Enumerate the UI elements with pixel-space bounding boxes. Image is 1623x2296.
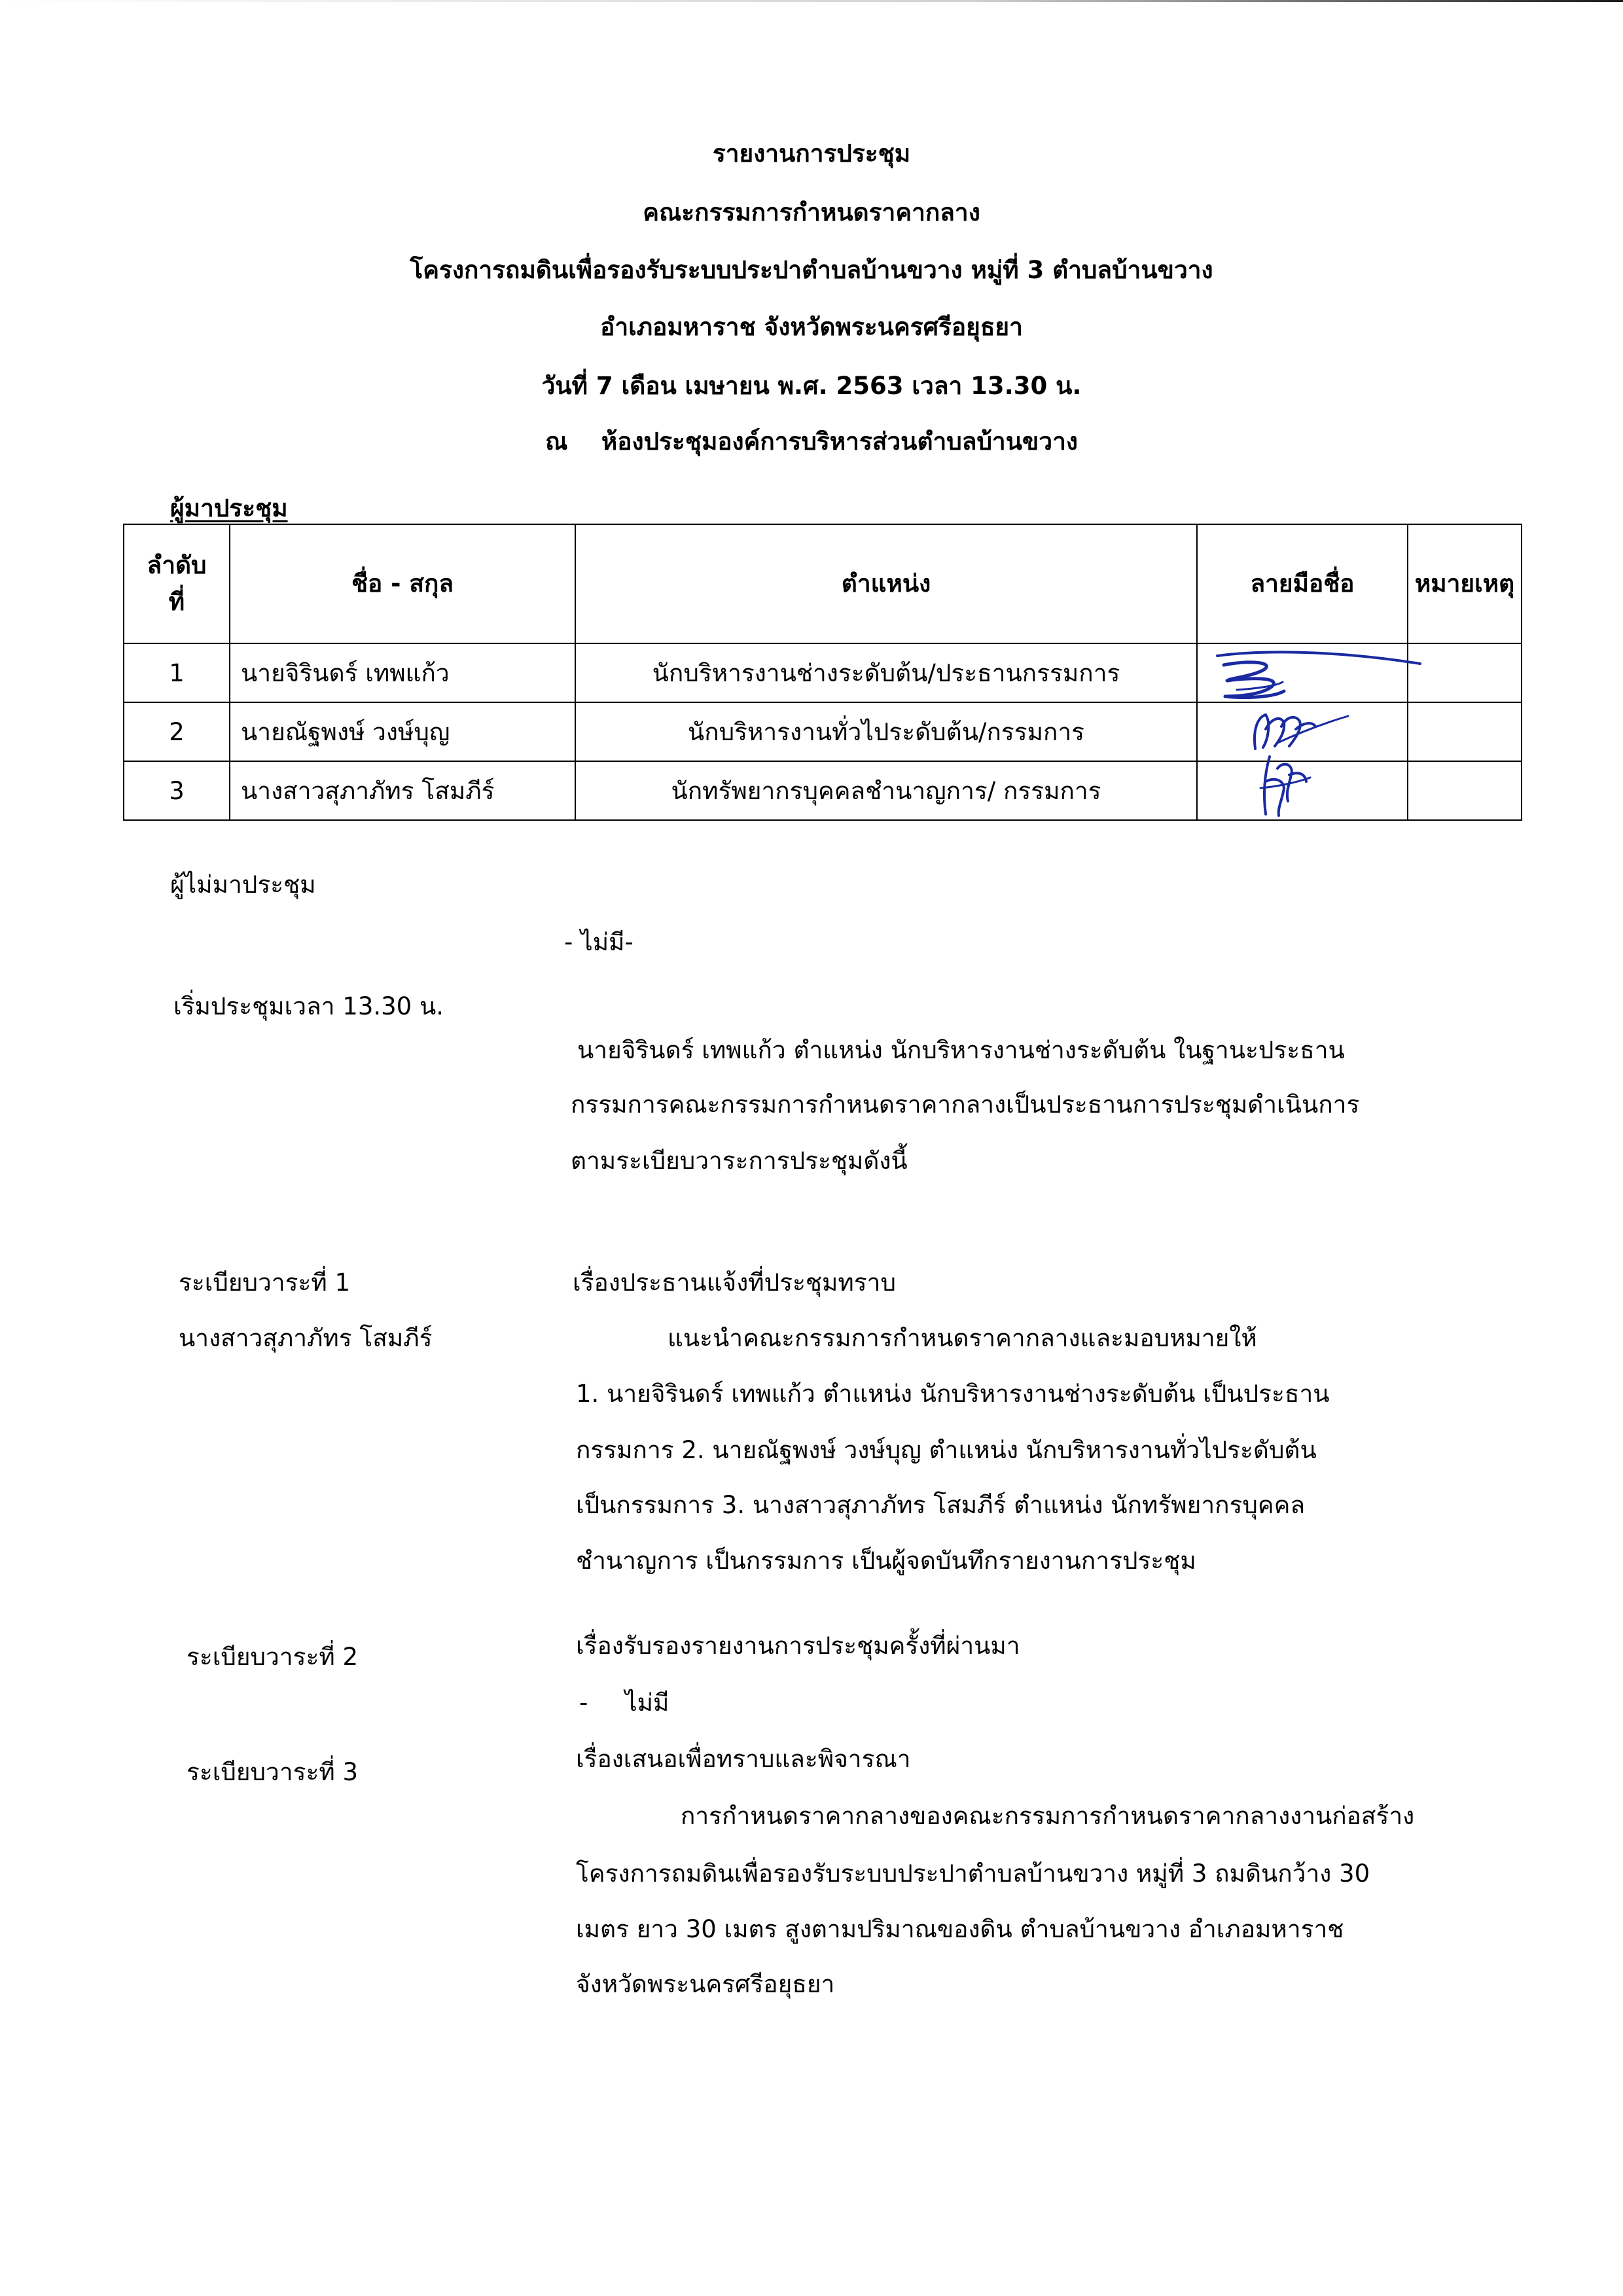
row-no: 3 [124, 761, 230, 820]
agenda3-text-line: เมตร ยาว 30 เมตร สูงตามปริมาณของดิน ตำบลบ้านขวาง อำเภอมหาราช [576, 1915, 1344, 1943]
row-no: 1 [124, 643, 230, 702]
start-time-label: เริ่มประชุมเวลา 13.30 น. [173, 992, 444, 1020]
col-header-signature: ลายมือชื่อ [1197, 524, 1408, 643]
agenda1-title: เรื่องประธานแจ้งที่ประชุมทราบ [573, 1268, 896, 1297]
attendees-table [123, 524, 1522, 821]
scan-edge-line [0, 0, 1623, 5]
row-signature [1197, 761, 1408, 820]
col-header-no [124, 524, 230, 643]
handwritten-signature-1 [1198, 644, 1427, 703]
table-row [124, 702, 1522, 761]
report-title: รายงานการประชุม [712, 139, 911, 168]
col-header-name: ชื่อ - สกุล [230, 524, 575, 643]
agenda1-text-line: เป็นกรรมการ 3. นางสาวสุภาภัทร โสมภีร์ ตำแหน่ง นักทรัพยากรบุคคล [576, 1491, 1306, 1519]
start-text-line: กรรมการคณะกรรมการกำหนดราคากลางเป็นประธานการประชุมดำเนินการ [571, 1090, 1360, 1119]
handwritten-signature-2 [1198, 703, 1427, 762]
agenda2-label: ระเบียบวาระที่ 2 [187, 1643, 359, 1671]
col-header-no-line1: ลำดับ [147, 551, 207, 579]
meeting-place [0, 422, 1623, 461]
handwritten-signature-3 [1198, 762, 1427, 821]
agenda3-label: ระเบียบวาระที่ 3 [187, 1758, 359, 1786]
agenda1-speaker: นางสาวสุภาภัทร โสมภีร์ [179, 1324, 433, 1352]
col-header-remark: หมายเหตุ [1408, 524, 1522, 643]
agenda1-text-line: ชำนาญการ เป็นกรรมการ เป็นผู้จดบันทึกรายงานการประชุม [576, 1547, 1196, 1575]
row-name: นายจิรินดร์ เทพแก้ว [230, 643, 575, 702]
attendees-heading: ผู้มาประชุม [170, 494, 288, 522]
place-prefix: ณ [545, 427, 568, 456]
table-row [124, 761, 1522, 820]
agenda2-value: ไม่มี [625, 1689, 669, 1717]
meeting-date: วันที่ 7 เดือน เมษายน พ.ศ. 2563 เวลา 13.30 น. [541, 372, 1082, 400]
table-row [124, 643, 1522, 702]
agenda3-title: เรื่องเสนอเพื่อทราบและพิจารณา [576, 1745, 911, 1773]
location-title: อำเภอมหาราช จังหวัดพระนครศรีอยุธยา [600, 313, 1023, 341]
agenda3-text-line: โครงการถมดินเพื่อรองรับระบบประปาตำบลบ้านขวาง หมู่ที่ 3 ถมดินกว้าง 30 [576, 1859, 1370, 1888]
row-no: 2 [124, 702, 230, 761]
committee-title: คณะกรรมการกำหนดราคากลาง [643, 198, 980, 226]
agenda1-label: ระเบียบวาระที่ 1 [179, 1268, 351, 1297]
start-text-line: นายจิรินดร์ เทพแก้ว ตำแหน่ง นักบริหารงานช่างระดับต้น ในฐานะประธาน [577, 1036, 1345, 1064]
row-position: นักบริหารงานทั่วไประดับต้น/กรรมการ [575, 702, 1197, 761]
row-signature [1197, 643, 1408, 702]
place-name: ห้องประชุมองค์การบริหารส่วนตำบลบ้านขวาง [601, 427, 1078, 456]
row-name: นายณัฐพงษ์ วงษ์บุญ [230, 702, 575, 761]
absent-value: - ไม่มี- [564, 928, 633, 956]
absent-heading: ผู้ไม่มาประชุม [170, 870, 316, 899]
agenda2-dash: - [579, 1689, 588, 1717]
project-title: โครงการถมดินเพื่อรองรับระบบประปาตำบลบ้านขวาง หมู่ที่ 3 ตำบลบ้านขวาง [410, 256, 1213, 284]
row-position: นักบริหารงานช่างระดับต้น/ประธานกรรมการ [575, 643, 1197, 702]
col-header-position: ตำแหน่ง [575, 524, 1197, 643]
start-text-line: ตามระเบียบวาระการประชุมดังนี้ [571, 1147, 908, 1175]
row-name: นางสาวสุภาภัทร โสมภีร์ [230, 761, 575, 820]
agenda2-title: เรื่องรับรองรายงานการประชุมครั้งที่ผ่านมา [576, 1632, 1020, 1660]
col-header-no-line2: ที่ [168, 588, 185, 616]
attendees-header-row [124, 524, 1522, 643]
agenda1-text-line: 1. นายจิรินดร์ เทพแก้ว ตำแหน่ง นักบริหารงานช่างระดับต้น เป็นประธาน [576, 1380, 1330, 1408]
agenda3-text-line: จังหวัดพระนครศรีอยุธยา [576, 1970, 835, 1998]
row-position: นักทรัพยากรบุคคลชำนาญการ/ กรรมการ [575, 761, 1197, 820]
agenda1-text-line: กรรมการ 2. นายณัฐพงษ์ วงษ์บุญ ตำแหน่ง นักบริหารงานทั่วไประดับต้น [576, 1436, 1317, 1464]
agenda3-text-line: การกำหนดราคากลางของคณะกรรมการกำหนดราคากลางงานก่อสร้าง [681, 1802, 1415, 1830]
agenda1-text-line: แนะนำคณะกรรมการกำหนดราคากลางและมอบหมายให้ [668, 1324, 1257, 1352]
row-signature [1197, 702, 1408, 761]
